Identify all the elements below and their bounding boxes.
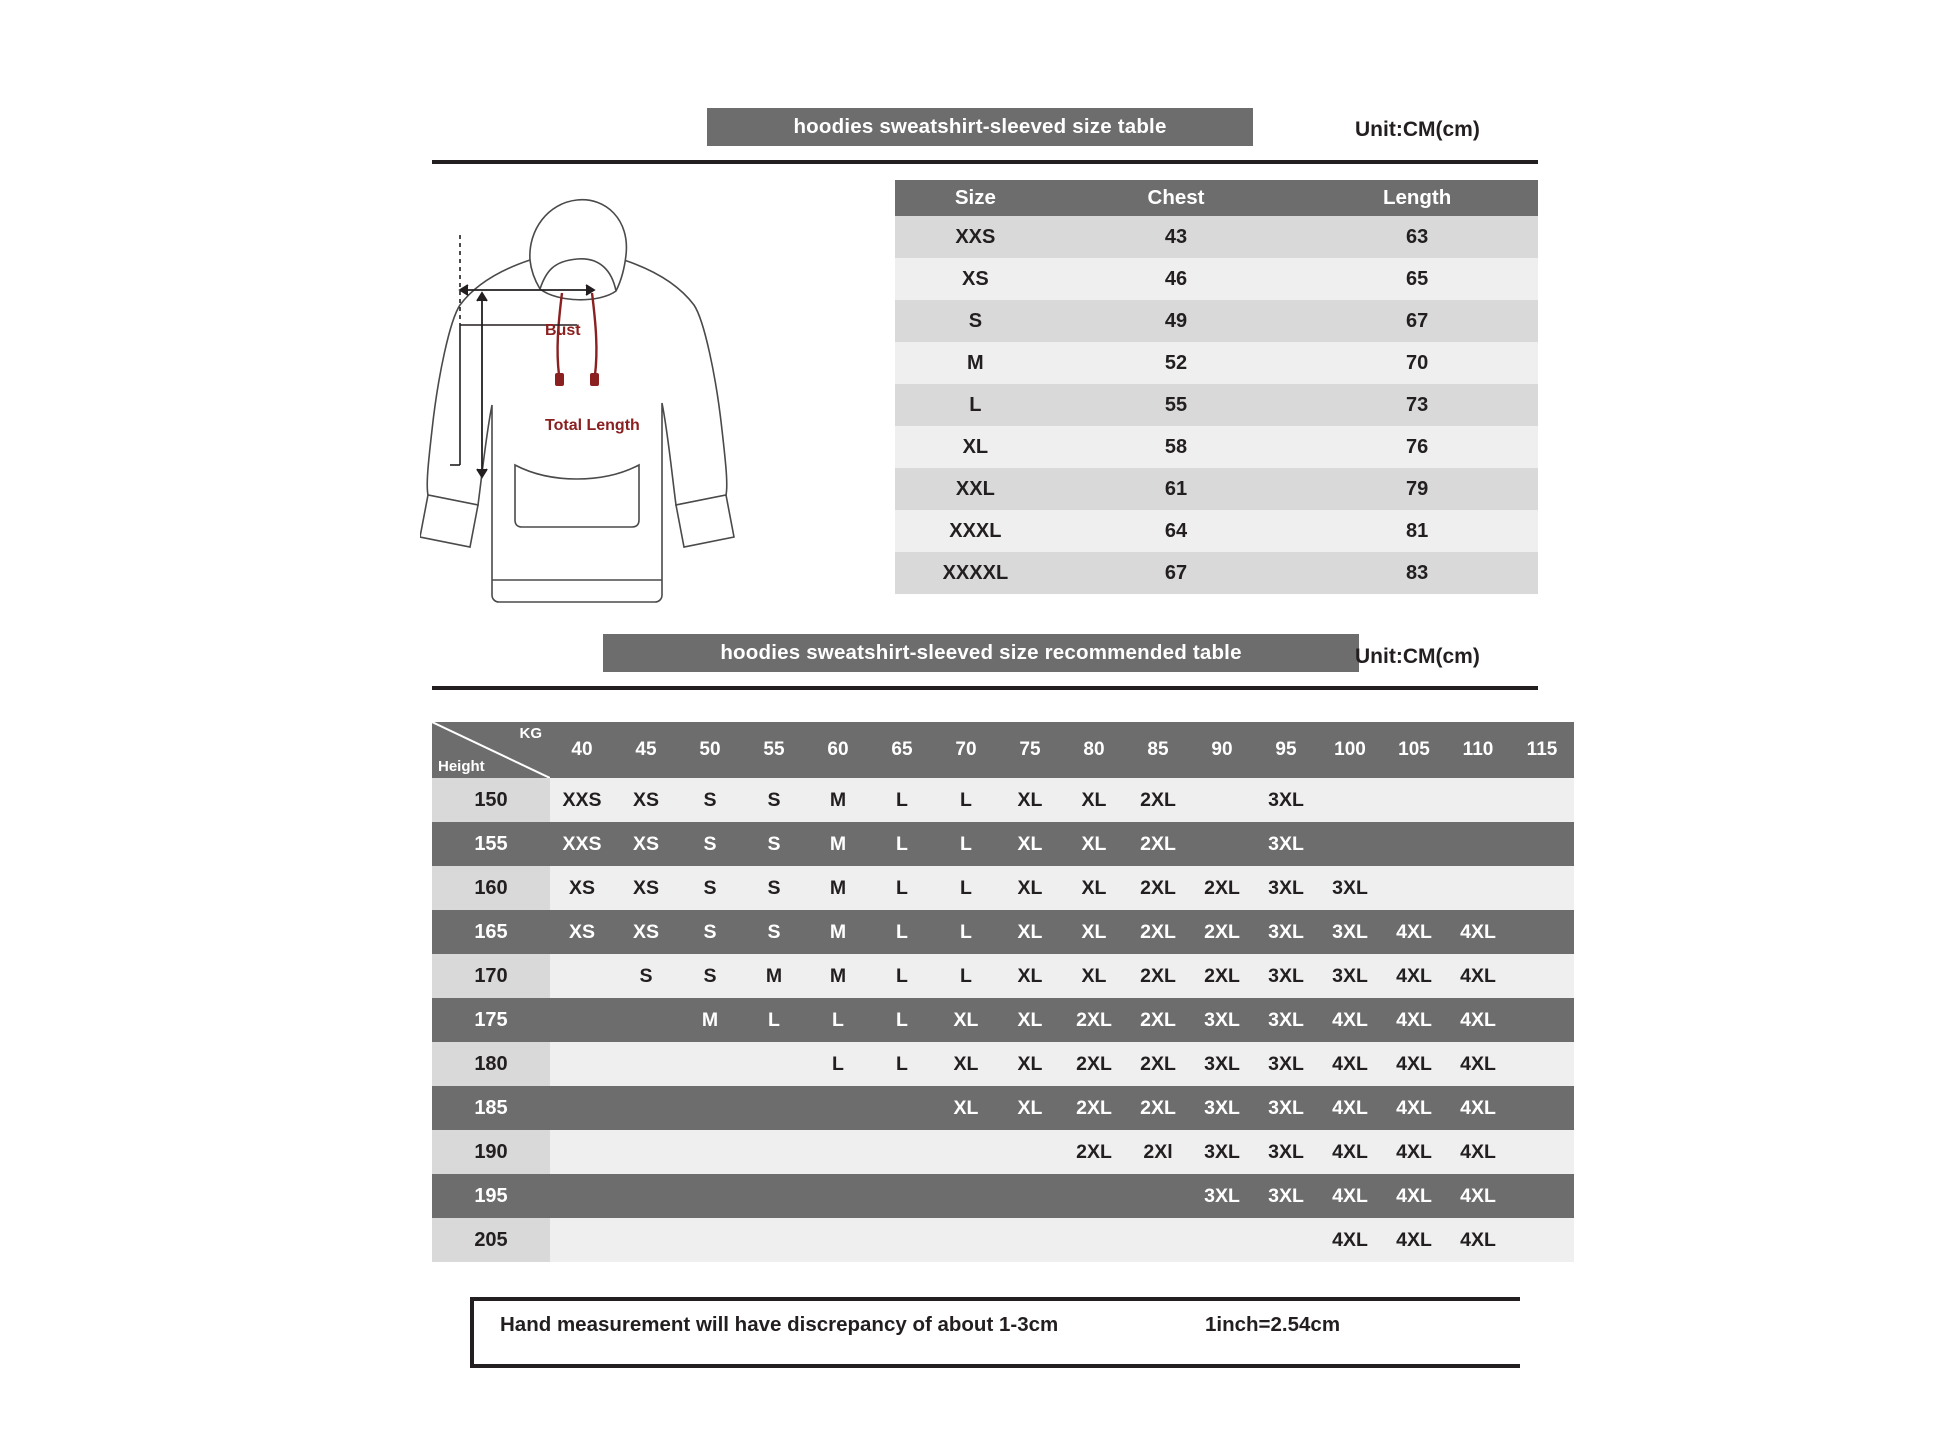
rec-cell: XS [550,910,614,954]
rec-cell: 3XL [1318,910,1382,954]
rec-height-cell: 150 [432,778,550,822]
rec-cell [1062,1218,1126,1262]
rec-cell [742,1042,806,1086]
rec-cell: L [806,998,870,1042]
rec-weight-header: 70 [934,722,998,778]
rec-weight-header: 65 [870,722,934,778]
rec-cell: XL [1062,954,1126,998]
rec-cell [742,1174,806,1218]
rec-cell [870,1218,934,1262]
rec-cell: M [678,998,742,1042]
rec-cell [870,1130,934,1174]
rec-cell [1510,954,1574,998]
rec-cell: 3XL [1318,954,1382,998]
rec-cell: 3XL [1254,954,1318,998]
rec-cell: 3XL [1190,998,1254,1042]
rec-cell: 3XL [1254,1042,1318,1086]
rec-weight-header: 110 [1446,722,1510,778]
rec-cell [1510,1130,1574,1174]
rec-cell: XL [998,1086,1062,1130]
rec-cell: S [742,822,806,866]
rec-cell: XL [998,954,1062,998]
rec-cell: XXS [550,822,614,866]
rec-cell: 4XL [1382,1174,1446,1218]
table-row [895,426,1538,468]
cell-length: 81 [1296,510,1538,552]
rec-cell: S [742,866,806,910]
rec-cell [1510,1174,1574,1218]
rec-height-cell: 165 [432,910,550,954]
table-row [895,342,1538,384]
rec-cell: M [806,822,870,866]
rec-cell [678,1174,742,1218]
rec-cell: 3XL [1254,1086,1318,1130]
cell-size: XS [895,258,1056,300]
rec-cell [742,1218,806,1262]
rec-cell [614,1042,678,1086]
size-table-header-size: Size [895,180,1056,216]
rec-cell: 3XL [1190,1042,1254,1086]
table-row [432,954,1574,998]
rec-cell: 4XL [1382,954,1446,998]
rec-cell: 4XL [1446,910,1510,954]
rec-cell [614,1218,678,1262]
rec-cell [934,1218,998,1262]
cell-length: 79 [1296,468,1538,510]
table-row [895,510,1538,552]
table-row [895,468,1538,510]
rec-cell: M [806,778,870,822]
rec-corner-cell [432,722,550,778]
rec-cell [998,1218,1062,1262]
rec-cell [550,1042,614,1086]
rec-cell: 4XL [1382,1130,1446,1174]
rec-height-cell: 185 [432,1086,550,1130]
rec-cell [678,1218,742,1262]
rec-cell: 4XL [1382,910,1446,954]
rec-cell: 4XL [1382,1218,1446,1262]
rec-cell: S [678,866,742,910]
rec-cell: XL [934,998,998,1042]
rec-cell [550,1086,614,1130]
rec-cell: 2XL [1062,998,1126,1042]
rec-cell: 4XL [1318,1218,1382,1262]
inch-conversion-note: 1inch=2.54cm [1205,1313,1341,1336]
rec-height-cell: 190 [432,1130,550,1174]
rec-cell: 2Xl [1126,1130,1190,1174]
rec-cell [1126,1218,1190,1262]
rec-weight-header: 75 [998,722,1062,778]
rec-height-cell: 155 [432,822,550,866]
table-row [432,822,1574,866]
rec-weight-header: 115 [1510,722,1574,778]
rec-cell [614,998,678,1042]
rec-cell: 4XL [1382,1042,1446,1086]
rec-cell: L [742,998,806,1042]
rec-weight-header: 100 [1318,722,1382,778]
rec-cell: 2XL [1126,778,1190,822]
rec-cell: L [934,778,998,822]
cell-size: XXS [895,216,1056,258]
rec-cell [742,1130,806,1174]
rec-cell [550,1130,614,1174]
rec-cell: M [742,954,806,998]
cell-chest: 55 [1056,384,1297,426]
rec-cell: L [806,1042,870,1086]
table-row [895,552,1538,594]
rec-cell: 3XL [1254,822,1318,866]
bust-dimension-label: Bust [545,322,581,339]
rec-cell [1382,778,1446,822]
rec-cell [870,1086,934,1130]
rec-cell: 4XL [1318,1086,1382,1130]
rec-cell [806,1218,870,1262]
rec-cell [1382,822,1446,866]
rec-cell [1318,778,1382,822]
rec-cell [1510,822,1574,866]
cell-chest: 43 [1056,216,1297,258]
footer-divider-left [470,1297,474,1367]
rec-weight-header: 90 [1190,722,1254,778]
hoodie-illustration [420,175,780,615]
rec-cell: XL [934,1042,998,1086]
rec-cell: XL [998,866,1062,910]
rec-cell: 4XL [1446,1042,1510,1086]
cell-length: 63 [1296,216,1538,258]
rec-cell: L [870,998,934,1042]
divider-top [432,160,1538,164]
table-row [895,300,1538,342]
rec-cell: 3XL [1254,866,1318,910]
rec-cell [1062,1174,1126,1218]
rec-height-cell: 205 [432,1218,550,1262]
measurement-note: Hand measurement will have discrepancy of about 1-3cm [500,1313,1059,1336]
footer-divider-top [470,1297,1520,1301]
cell-size: XXXL [895,510,1056,552]
rec-header-row [432,722,1574,778]
rec-cell: 2XL [1190,910,1254,954]
rec-cell: XXS [550,778,614,822]
rec-cell: XS [614,866,678,910]
rec-cell [1510,998,1574,1042]
rec-cell [1510,866,1574,910]
rec-cell [614,1086,678,1130]
rec-cell: XL [1062,866,1126,910]
rec-cell: 4XL [1446,1218,1510,1262]
rec-cell: 3XL [1190,1086,1254,1130]
cell-size: S [895,300,1056,342]
size-table-header-length: Length [1296,180,1538,216]
rec-cell: L [934,954,998,998]
rec-cell: 2XL [1062,1086,1126,1130]
rec-cell: XL [1062,910,1126,954]
rec-cell: 4XL [1318,998,1382,1042]
recommended-size-grid [432,722,1574,1262]
table-row [432,998,1574,1042]
rec-weight-header: 45 [614,722,678,778]
rec-cell: L [870,778,934,822]
rec-cell [1510,910,1574,954]
cell-length: 67 [1296,300,1538,342]
rec-cell: 4XL [1446,1086,1510,1130]
cell-size: XL [895,426,1056,468]
rec-cell [1190,1218,1254,1262]
rec-cell [678,1086,742,1130]
rec-cell [998,1174,1062,1218]
rec-cell: XL [998,910,1062,954]
rec-weight-header: 40 [550,722,614,778]
rec-cell: M [806,954,870,998]
cell-chest: 52 [1056,342,1297,384]
rec-weight-header: 50 [678,722,742,778]
rec-cell: 3XL [1254,910,1318,954]
rec-corner-kg-label: KG [519,725,542,742]
rec-cell: L [934,910,998,954]
rec-cell: L [934,866,998,910]
rec-cell: XL [998,998,1062,1042]
rec-cell: S [742,778,806,822]
rec-cell [1446,866,1510,910]
rec-cell: 3XL [1254,998,1318,1042]
rec-cell: 2XL [1126,1042,1190,1086]
rec-cell [1382,866,1446,910]
rec-cell: L [934,822,998,866]
rec-weight-header: 80 [1062,722,1126,778]
cell-size: XXXXL [895,552,1056,594]
cell-size: XXL [895,468,1056,510]
rec-cell: 2XL [1126,910,1190,954]
rec-cell: 3XL [1254,1174,1318,1218]
rec-cell: 3XL [1254,778,1318,822]
rec-cell: XL [998,1042,1062,1086]
rec-cell: XS [614,910,678,954]
rec-cell: 3XL [1254,1130,1318,1174]
size-table-title: hoodies sweatshirt-sleeved size table [707,108,1253,146]
table-row [432,1218,1574,1262]
rec-cell: S [678,822,742,866]
rec-cell: S [678,910,742,954]
cell-length: 83 [1296,552,1538,594]
rec-cell: 2XL [1190,954,1254,998]
footer-divider-bottom [470,1364,1520,1368]
rec-cell: S [678,778,742,822]
cell-chest: 64 [1056,510,1297,552]
rec-cell [1126,1174,1190,1218]
rec-cell [614,1130,678,1174]
rec-cell: L [870,822,934,866]
rec-cell [998,1130,1062,1174]
rec-cell: M [806,866,870,910]
rec-cell [1510,1086,1574,1130]
rec-cell [614,1174,678,1218]
rec-cell: XL [998,778,1062,822]
cell-length: 76 [1296,426,1538,468]
table-row [432,866,1574,910]
cell-chest: 58 [1056,426,1297,468]
rec-cell: S [742,910,806,954]
rec-cell: 4XL [1446,954,1510,998]
cell-chest: 49 [1056,300,1297,342]
rec-weight-header: 60 [806,722,870,778]
rec-cell: S [614,954,678,998]
cell-size: L [895,384,1056,426]
rec-height-cell: 195 [432,1174,550,1218]
rec-cell: L [870,866,934,910]
rec-cell: 2XL [1190,866,1254,910]
cell-length: 65 [1296,258,1538,300]
divider-middle [432,686,1538,690]
rec-height-cell: 170 [432,954,550,998]
rec-cell: 2XL [1126,1086,1190,1130]
rec-cell [934,1130,998,1174]
rec-cell [1510,1218,1574,1262]
rec-cell [550,998,614,1042]
rec-weight-header: 85 [1126,722,1190,778]
rec-cell: XL [1062,822,1126,866]
rec-cell: 3XL [1190,1174,1254,1218]
rec-cell: 2XL [1126,866,1190,910]
rec-cell: 4XL [1382,998,1446,1042]
rec-weight-header: 95 [1254,722,1318,778]
rec-cell [678,1042,742,1086]
table-row [895,258,1538,300]
total-length-dimension-label: Total Length [545,417,640,434]
rec-cell: 4XL [1318,1174,1382,1218]
rec-cell: M [806,910,870,954]
size-table-header-chest: Chest [1056,180,1297,216]
size-table-header-row [895,180,1538,216]
size-table [895,180,1538,594]
rec-cell [1190,778,1254,822]
rec-cell: 2XL [1062,1130,1126,1174]
rec-cell: 4XL [1446,1174,1510,1218]
rec-cell [806,1086,870,1130]
table-row [432,778,1574,822]
table-row [432,1174,1574,1218]
rec-cell [550,954,614,998]
rec-cell [550,1218,614,1262]
table-row [432,910,1574,954]
rec-cell [870,1174,934,1218]
rec-cell [742,1086,806,1130]
rec-cell: S [678,954,742,998]
rec-cell: XL [934,1086,998,1130]
rec-cell: 4XL [1446,998,1510,1042]
table-row [432,1130,1574,1174]
rec-cell: XS [550,866,614,910]
table-row [895,384,1538,426]
cell-length: 70 [1296,342,1538,384]
table-row [432,1042,1574,1086]
rec-cell: 2XL [1126,998,1190,1042]
rec-cell: 3XL [1318,866,1382,910]
cell-chest: 46 [1056,258,1297,300]
rec-cell: 2XL [1062,1042,1126,1086]
rec-cell: 4XL [1318,1042,1382,1086]
rec-cell [1446,778,1510,822]
unit-label-top: Unit:CM(cm) [1355,118,1480,141]
rec-cell: 4XL [1382,1086,1446,1130]
rec-cell: L [870,954,934,998]
rec-cell [1510,1042,1574,1086]
rec-cell [1446,822,1510,866]
rec-cell: 2XL [1126,822,1190,866]
cell-length: 73 [1296,384,1538,426]
cell-chest: 67 [1056,552,1297,594]
rec-height-cell: 180 [432,1042,550,1086]
rec-cell: 4XL [1318,1130,1382,1174]
rec-corner-height-label: Height [438,758,485,775]
rec-cell [806,1174,870,1218]
cell-size: M [895,342,1056,384]
rec-cell [1510,778,1574,822]
rec-cell [678,1130,742,1174]
rec-cell [550,1174,614,1218]
rec-cell [934,1174,998,1218]
rec-cell: 2XL [1126,954,1190,998]
unit-label-bottom: Unit:CM(cm) [1355,645,1480,668]
rec-cell: XS [614,822,678,866]
rec-cell: XS [614,778,678,822]
rec-cell [1190,822,1254,866]
rec-cell: XL [998,822,1062,866]
rec-cell: 3XL [1190,1130,1254,1174]
rec-cell: L [870,1042,934,1086]
rec-height-cell: 160 [432,866,550,910]
cell-chest: 61 [1056,468,1297,510]
recommended-table-title: hoodies sweatshirt-sleeved size recommended table [603,634,1359,672]
rec-cell: 4XL [1446,1130,1510,1174]
rec-weight-header: 55 [742,722,806,778]
rec-cell [806,1130,870,1174]
rec-cell [1254,1218,1318,1262]
table-row [895,216,1538,258]
rec-weight-header: 105 [1382,722,1446,778]
rec-cell: XL [1062,778,1126,822]
rec-cell [1318,822,1382,866]
table-row [432,1086,1574,1130]
rec-cell: L [870,910,934,954]
rec-height-cell: 175 [432,998,550,1042]
